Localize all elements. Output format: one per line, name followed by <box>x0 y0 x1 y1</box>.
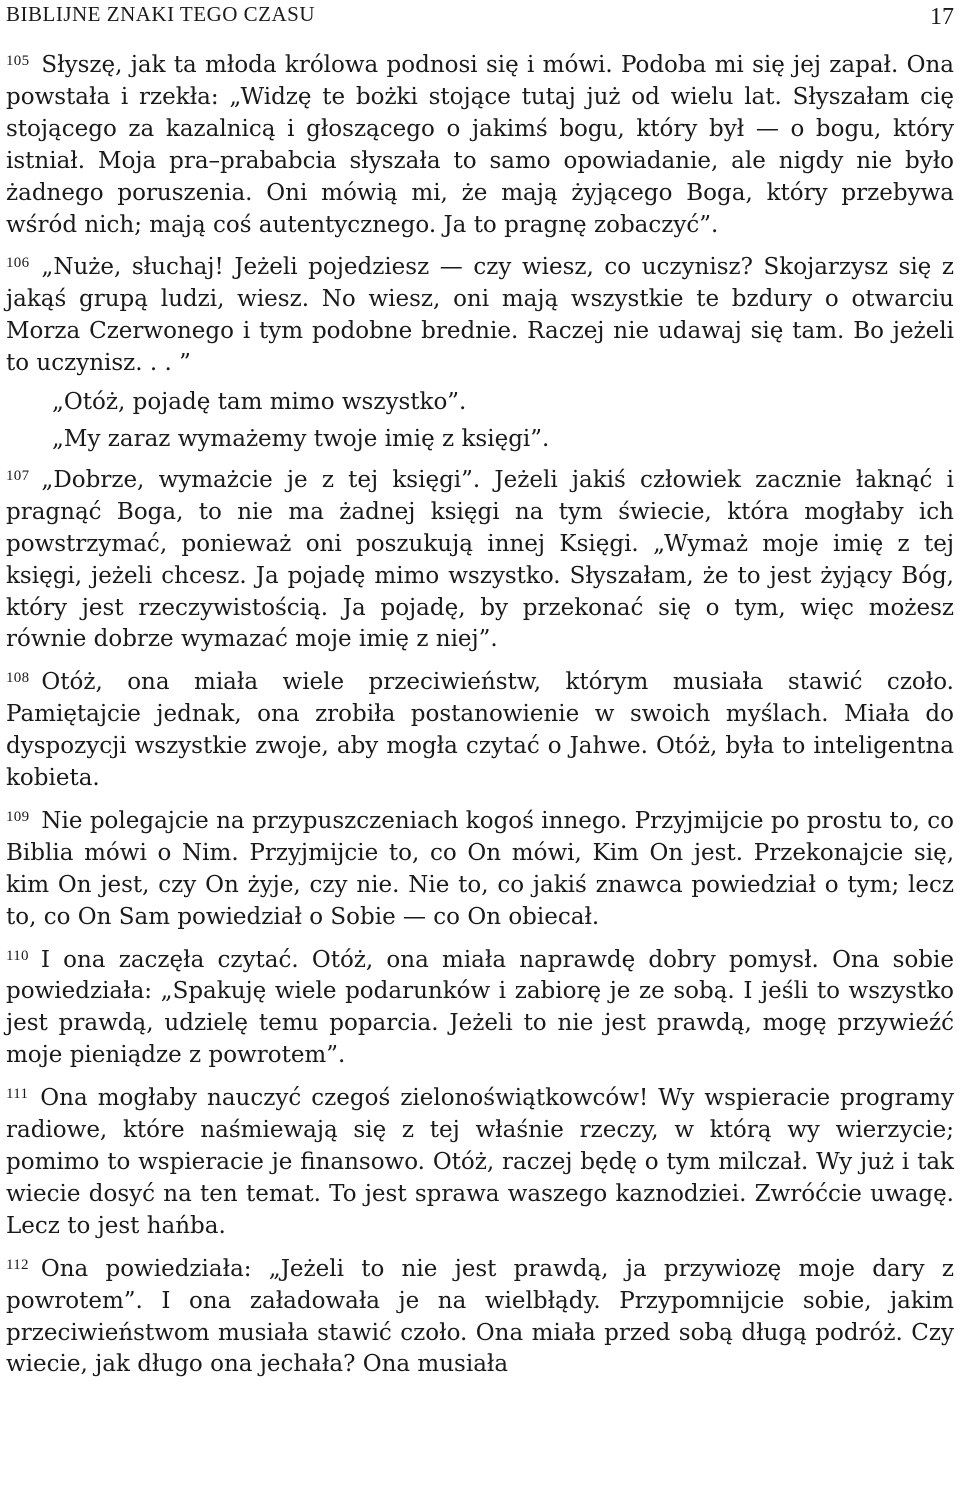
paragraph-text: Ona mogłaby nauczyć czegoś zielonoświątkowców! Wy wspieracie programy radiowe, które naśmiewają się z tej właśnie rzeczy, w którą wy wierzycie; pomimo to wspieracie je finansowo. Otóż, raczej będę o tym milczał. Wy już i tak wiecie dosyć na ten temat. To jest sprawa waszego kaznodziei. Zwróćcie uwagę. Lecz to jest hańba. <box>6 1085 954 1239</box>
paragraph-number: 109 <box>6 808 30 825</box>
paragraph-number: 105 <box>6 53 30 69</box>
paragraph-110 <box>6 941 954 1073</box>
paragraph-text: „My zaraz wymażemy twoje imię z księgi”. <box>52 425 550 452</box>
body-text <box>6 46 954 1381</box>
paragraph-text: „Otóż, pojadę tam mimo wszystko”. <box>52 389 467 416</box>
paragraph-text: Ona powiedziała: „Jeżeli to nie jest prawdą, ja przywiozę moje dary z powrotem”. I ona załadowała je na wielbłądy. Przypomnijcie sobie, jakim przeciwieństwom musiała stawić czoło. Ona miała przed sobą długą podróż. Czy wiecie, jak długo ona jechała? Ona musiała <box>6 1255 954 1378</box>
running-header <box>6 0 954 34</box>
dialogue-line <box>6 387 954 419</box>
paragraph-111 <box>6 1079 954 1243</box>
paragraph-text: I ona zaczęła czytać. Otóż, ona miała naprawdę dobry pomysł. Ona sobie powiedziała: „Spakuję wiele podarunków i zabiorę je ze sobą. I jeśli to wszystko jest prawdą, udzielę temu poparcia. Jeżeli to nie jest prawdą, mogę przywieźć moje pieniądze z powrotem”. <box>6 946 954 1069</box>
paragraph-112 <box>6 1250 954 1382</box>
paragraph-number: 108 <box>6 670 30 687</box>
paragraph-number: 112 <box>6 1256 29 1273</box>
document-page <box>6 0 954 1496</box>
paragraph-105 <box>6 46 954 241</box>
paragraph-number: 111 <box>6 1086 29 1103</box>
paragraph-number: 110 <box>6 947 29 964</box>
paragraph-106 <box>6 248 954 380</box>
paragraph-text: „Dobrze, wymażcie je z tej księgi”. Jeżeli jakiś człowiek zacznie łaknąć i pragnąć Boga, to nie ma żadnej księgi na tym świecie, która mogłaby ich powstrzymać, ponieważ oni poszukują innej Księgi. „Wymaż moje imię z tej księgi, jeżeli chcesz. Ja pojadę mimo wszystko. Słyszałam, że to jest żyjący Bóg, który jest rzeczywistością. Ja pojadę, by przekonać się o tym, więc możesz równie dobrze wymazać moje imię z niej”. <box>6 466 954 653</box>
running-title: BIBLIJNE ZNAKI TEGO CZASU <box>6 2 316 26</box>
paragraph-text: Otóż, ona miała wiele przeciwieństw, którym musiała stawić czoło. Pamiętajcie jednak, ona zrobiła postanowienie w swoich myślach. Miała do dyspozycji wszystkie zwoje, aby mogła czytać o Jahwe. Otóż, była to inteligentna kobieta. <box>6 669 954 792</box>
paragraph-text: „Nuże, słuchaj! Jeżeli pojedziesz — czy wiesz, co uczynisz? Skojarzysz się z jakąś grupą ludzi, wiesz. No wiesz, oni mają wszystkie te bzdury o otwarciu Morza Czerwonego i tym podobne brednie. Raczej nie udawaj się tam. Bo jeżeli to uczynisz. . . ” <box>6 254 954 377</box>
paragraph-text: Nie polegajcie na przypuszczeniach kogoś innego. Przyjmijcie po prostu to, co Biblia mówi o Nim. Przyjmijcie to, co On mówi, Kim On jest. Przekonajcie się, kim On jest, czy On żyje, czy nie. Nie to, co jakiś znawca powiedział o tym; lecz to, co On Sam powiedział o Sobie — co On obiecał. <box>6 807 954 930</box>
page-number: 17 <box>930 4 954 30</box>
paragraph-text: Słyszę, jak ta młoda królowa podnosi się i mówi. Podoba mi się jej zapał. Ona powstała i rzekła: „Widzę te bożki stojące tutaj już od wielu lat. Słyszałam cię stojącego za kazalnicą i głoszącego o jakimś bogu, który był — o bogu, który istniał. Moja pra–prababcia słyszała to samo opowiadanie, ale nigdy nie było żadnego poruszenia. Oni mówią mi, że mają żyjącego Boga, który przebywa wśród nich; mają coś autentycznego. Ja to pragnę zobaczyć”. <box>6 52 954 238</box>
paragraph-109 <box>6 802 954 934</box>
paragraph-number: 107 <box>6 467 30 484</box>
paragraph-number: 106 <box>6 255 30 272</box>
paragraph-108 <box>6 663 954 795</box>
dialogue-line <box>6 424 954 456</box>
paragraph-107 <box>6 461 954 656</box>
